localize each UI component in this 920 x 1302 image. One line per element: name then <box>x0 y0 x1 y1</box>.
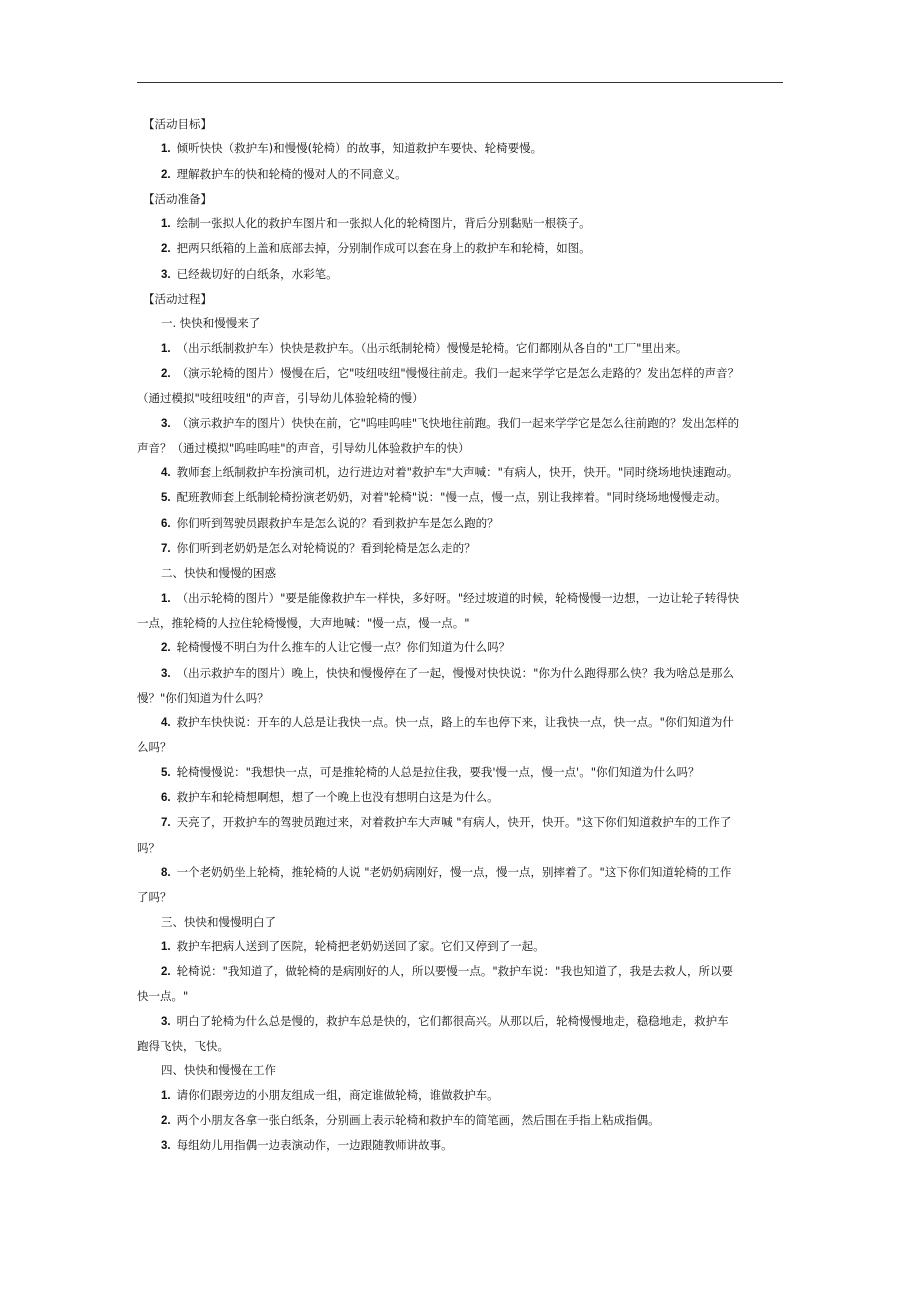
continuation-line: 跑得飞快，飞快。 <box>137 1038 229 1053</box>
continuation-line: 吗？ <box>137 840 160 855</box>
list-item <box>137 136 783 161</box>
subsection-title: 二、快快和慢慢的困惑 <box>161 566 276 581</box>
item-number: 2. <box>161 966 171 979</box>
item-text: 一个老奶奶坐上轮椅，推轮椅的人说 "老奶奶病刚好，慢一点，慢一点，别摔着了。"这下你们知道轮椅的工作 <box>176 864 732 879</box>
item-number: 7. <box>161 543 171 556</box>
item-text: 理解救护车的快和轮椅的慢对人的不同意义。 <box>176 166 407 181</box>
list-item <box>137 336 783 361</box>
item-number: 5. <box>161 492 171 505</box>
item-text: （出示救护车的图片）晚上，快快和慢慢停在了一起，慢慢对快快说："你为什么跑得那么快？我为啥总是那么 <box>176 665 734 680</box>
item-text: 救护车和轮椅想啊想，想了一个晚上也没有想明白这是为什么。 <box>176 790 499 805</box>
item-text: 两个小朋友各拿一张白纸条，分别画上表示轮椅和救护车的简笔画，然后围在手指上粘成指偶。 <box>176 1112 660 1127</box>
section-heading: 【活动过程】 <box>143 292 212 307</box>
item-text: 你们听到驾驶员跟救护车是怎么说的？看到救护车是怎么跑的？ <box>176 515 499 530</box>
item-text: 请你们跟旁边的小朋友组成一组，商定谁做轮椅，谁做救护车。 <box>176 1087 499 1102</box>
item-number: 3. <box>161 268 171 281</box>
document-body <box>137 112 783 1158</box>
item-text: 已经裁切好的白纸条，水彩笔。 <box>176 266 338 281</box>
item-text: （演示轮椅的图片）慢慢在后，它"吱纽吱纽"慢慢往前走。我们一起来学学它是怎么走路的？发出怎样的声音？ <box>176 365 740 380</box>
item-text: 救护车快快说：开车的人总是让我快一点。快一点，路上的车也停下来，让我快一点，快一点。"你们知道为什 <box>176 715 734 730</box>
list-item <box>137 485 783 510</box>
list-item <box>137 810 783 835</box>
list-item <box>137 162 783 187</box>
list-item <box>137 411 783 436</box>
section-heading: 【活动目标】 <box>143 117 212 131</box>
list-item <box>137 211 783 236</box>
item-number: 1. <box>161 1089 171 1102</box>
list-item <box>137 586 783 611</box>
item-number: 1. <box>161 940 171 953</box>
item-text: 绘制一张拟人化的救护车图片和一张拟人化的轮椅图片，背后分别黏贴一根筷子。 <box>176 216 591 231</box>
section-heading: 【活动准备】 <box>143 191 212 206</box>
item-number: 6. <box>161 517 171 530</box>
item-text: 明白了轮椅为什么总是慢的，救护车总是快的，它们都很高兴。从那以后，轮椅慢慢地走，稳稳地走，救护车 <box>176 1013 729 1028</box>
list-item <box>137 1133 783 1158</box>
list-item <box>137 361 783 386</box>
item-number: 2. <box>161 1114 171 1127</box>
item-number: 1. <box>161 218 171 231</box>
item-text: （出示轮椅的图片）"要是能像救护车一样快，多好呀。"经过坡道的时候，轮椅慢慢一边想，一边让轮子转得快 <box>176 590 740 605</box>
continuation-line: 声音？（通过模拟"呜哇呜哇"的声音，引导幼儿体验救护车的快） <box>137 440 470 455</box>
item-number: 1. <box>161 143 171 156</box>
item-text: 轮椅说："我知道了，做轮椅的是病刚好的人，所以要慢一点。"救护车说："我也知道了，我是去救人，所以要 <box>176 964 733 979</box>
item-text: 每组幼儿用指偶一边表演动作，一边跟随教师讲故事。 <box>176 1138 453 1153</box>
item-number: 6. <box>161 792 171 805</box>
list-item <box>137 635 783 660</box>
continuation-line: 快一点。" <box>137 989 189 1004</box>
list-item <box>137 236 783 261</box>
item-number: 8. <box>161 866 171 879</box>
item-text: 配班教师套上纸制轮椅扮演老奶奶，对着"轮椅"说："慢一点，慢一点，别让我摔着。"同时绕场地慢慢走动。 <box>176 490 727 505</box>
list-item <box>137 536 783 561</box>
item-number: 4. <box>161 717 171 730</box>
item-number: 3. <box>161 1140 171 1153</box>
item-number: 1. <box>161 342 171 355</box>
item-text: 你们听到老奶奶是怎么对轮椅说的？看到轮椅是怎么走的？ <box>176 541 476 556</box>
item-number: 4. <box>161 467 171 480</box>
list-item <box>137 661 783 686</box>
item-number: 7. <box>161 817 171 830</box>
list-item <box>137 460 783 485</box>
item-number: 3. <box>161 417 171 430</box>
item-number: 2. <box>161 642 171 655</box>
list-item <box>137 1083 783 1108</box>
item-text: 轮椅慢慢说："我想快一点，可是推轮椅的人总是拉住我，要我'慢一点，慢一点'。"你们知道为什么吗？ <box>176 764 700 779</box>
item-text: 教师套上纸制救护车扮演司机，边行进边对着"救护车"大声喊："有病人，快开，快开。"同时绕场地快速跑动。 <box>176 465 739 480</box>
subsection-title: 三、快快和慢慢明白了 <box>161 914 276 929</box>
item-number: 2. <box>161 243 171 256</box>
item-number: 3. <box>161 667 171 680</box>
subsection-title: 一. 快快和慢慢来了 <box>161 316 261 331</box>
item-text: 救护车把病人送到了医院，轮椅把老奶奶送回了家。它们又停到了一起。 <box>176 938 545 953</box>
item-text: 天亮了，开救护车的驾驶员跑过来，对着救护车大声喊 "有病人，快开，快开。"这下你们知道救护车的工作了 <box>176 815 732 830</box>
item-text: 轮椅慢慢不明白为什么推车的人让它慢一点？你们知道为什么吗？ <box>176 640 511 655</box>
list-item <box>137 1108 783 1133</box>
continuation-line: （通过模拟"吱纽吱纽"的声音，引导幼儿体验轮椅的慢） <box>137 391 424 406</box>
subsection-title: 四、快快和慢慢在工作 <box>161 1063 276 1078</box>
continuation-line: 么吗？ <box>137 740 172 755</box>
continuation-line: 一点，推轮椅的人拉住轮椅慢慢，大声地喊："慢一点，慢一点。" <box>137 615 470 630</box>
list-item <box>137 262 783 287</box>
item-number: 3. <box>161 1015 171 1028</box>
item-number: 2. <box>161 367 171 380</box>
list-item <box>137 934 783 959</box>
item-number: 2. <box>161 168 171 181</box>
item-text: 倾听快快（救护车)和慢慢(轮椅）的故事，知道救护车要快、轮椅要慢。 <box>176 141 543 156</box>
list-item <box>137 1009 783 1034</box>
item-number: 1. <box>161 592 171 605</box>
list-item <box>137 511 783 536</box>
header-rule <box>137 82 783 83</box>
continuation-line: 慢？"你们知道为什么吗？ <box>137 690 269 705</box>
continuation-line: 了吗？ <box>137 890 172 905</box>
list-item <box>137 760 783 785</box>
item-text: （出示纸制救护车）快快是救护车。（出示纸制轮椅）慢慢是轮椅。它们都刚从各自的"工厂"里出来。 <box>176 340 688 355</box>
list-item <box>137 860 783 885</box>
list-item <box>137 785 783 810</box>
item-text: 把两只纸箱的上盖和底部去掉，分别制作成可以套在身上的救护车和轮椅，如图。 <box>176 241 591 256</box>
item-number: 5. <box>161 766 171 779</box>
list-item <box>137 710 783 735</box>
item-text: （演示救护车的图片）快快在前，它"呜哇呜哇"飞快地往前跑。我们一起来学学它是怎么往前跑的？发出怎样的 <box>176 415 740 430</box>
list-item <box>137 959 783 984</box>
